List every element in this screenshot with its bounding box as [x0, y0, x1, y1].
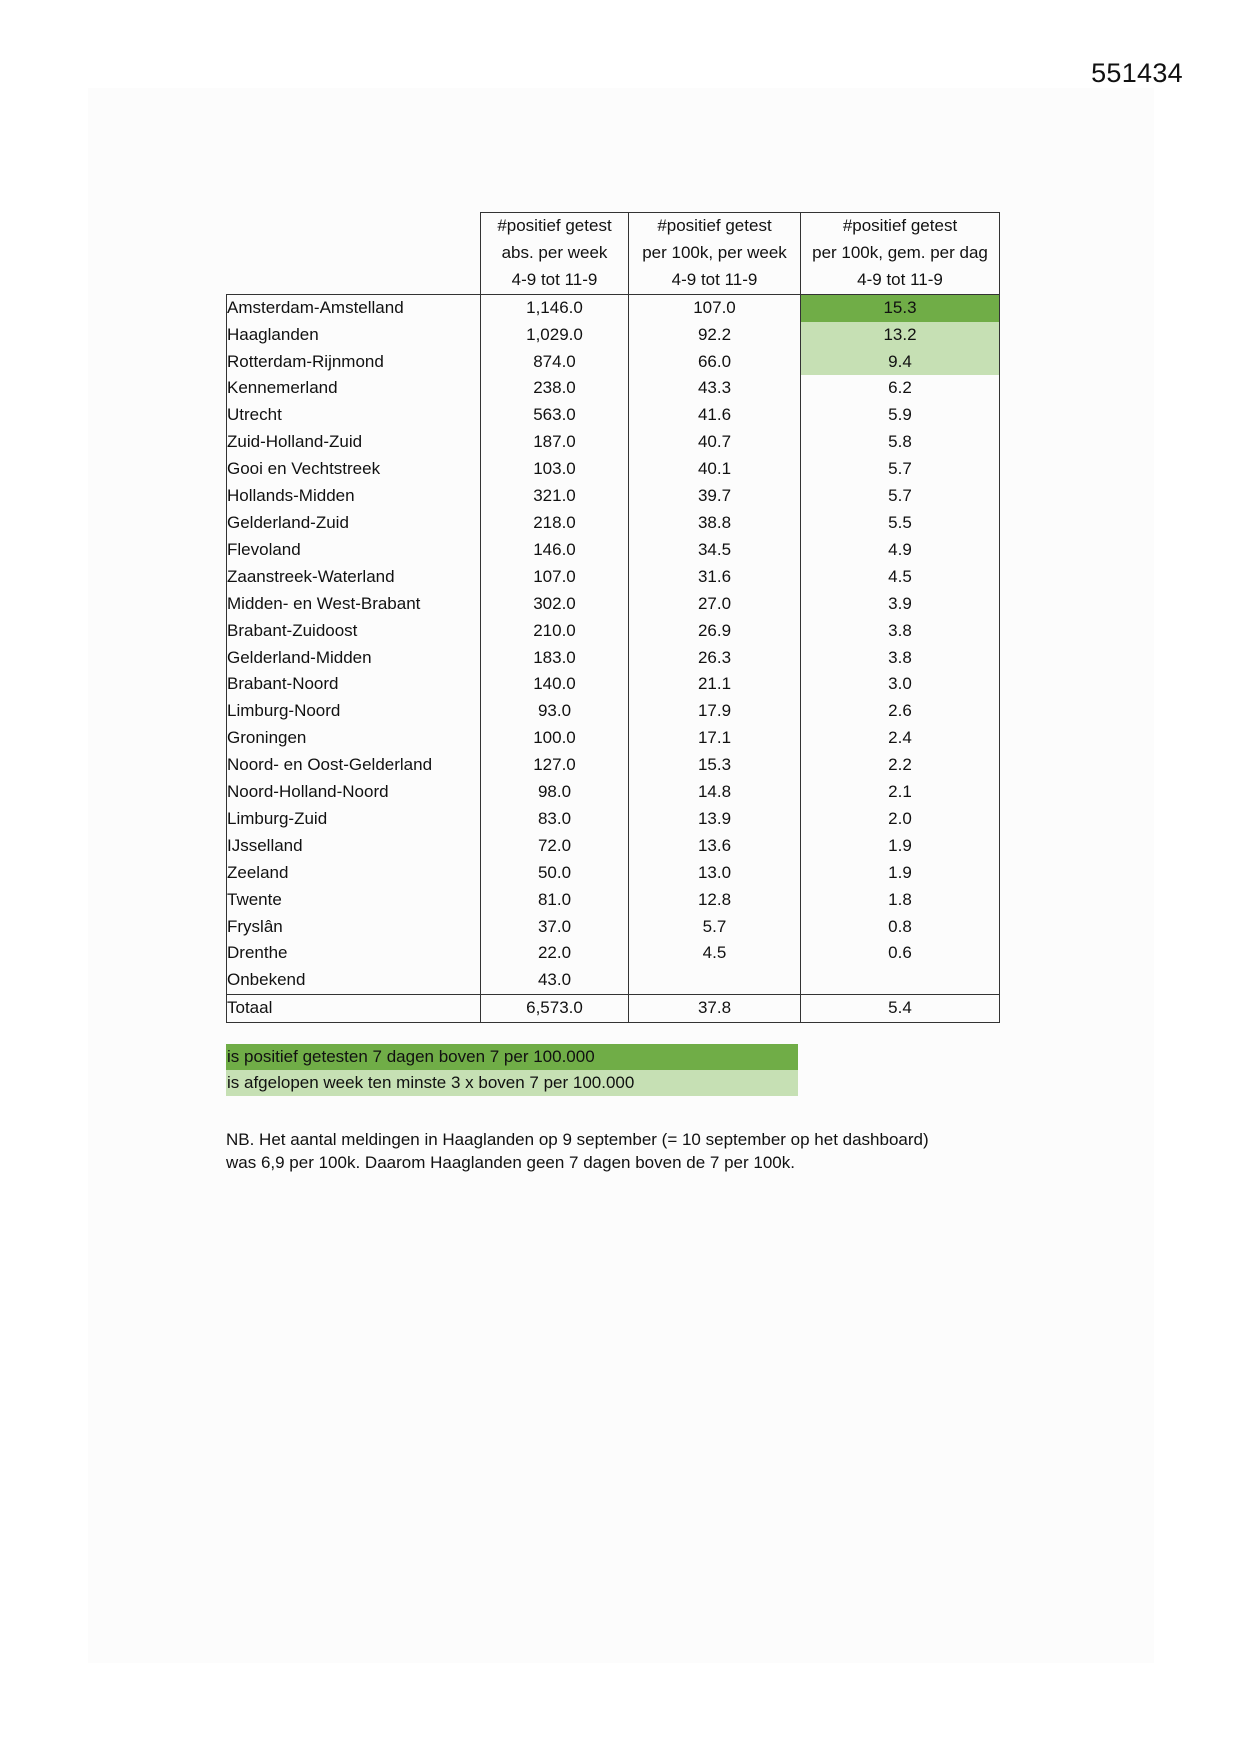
per100k-day-cell: 2.1 [801, 779, 1000, 806]
table-row [227, 645, 1000, 672]
table-row [227, 510, 1000, 537]
per100k-day-cell: 1.9 [801, 833, 1000, 860]
legend-light-green: is afgelopen week ten minste 3 x boven 7 per 100.000 [226, 1070, 798, 1096]
table-row [227, 698, 1000, 725]
abs-per-week-cell: 93.0 [481, 698, 629, 725]
region-cell: Rotterdam-Rijnmond [227, 349, 481, 376]
per100k-week-cell: 17.1 [629, 725, 801, 752]
abs-per-week-cell: 72.0 [481, 833, 629, 860]
per100k-day-cell [801, 967, 1000, 994]
abs-per-week-cell: 238.0 [481, 375, 629, 402]
per100k-week-cell: 13.9 [629, 806, 801, 833]
per100k-week-cell: 31.6 [629, 564, 801, 591]
per100k-week-cell: 13.6 [629, 833, 801, 860]
abs-per-week-cell: 1,146.0 [481, 294, 629, 321]
region-cell: Limburg-Zuid [227, 806, 481, 833]
abs-per-week-cell: 100.0 [481, 725, 629, 752]
total-abs: 6,573.0 [481, 995, 629, 1023]
table-row [227, 860, 1000, 887]
table-body [227, 294, 1000, 995]
table-row [227, 483, 1000, 510]
region-cell: Brabant-Noord [227, 671, 481, 698]
table-row [227, 591, 1000, 618]
document-id: 551434 [1091, 58, 1183, 88]
per100k-day-cell: 2.2 [801, 752, 1000, 779]
abs-per-week-cell: 127.0 [481, 752, 629, 779]
abs-per-week-cell: 302.0 [481, 591, 629, 618]
per100k-week-cell: 13.0 [629, 860, 801, 887]
region-cell: Gooi en Vechtstreek [227, 456, 481, 483]
abs-per-week-cell: 140.0 [481, 671, 629, 698]
per100k-week-cell [629, 967, 801, 994]
header-row-1 [227, 213, 1000, 240]
per100k-day-cell: 13.2 [801, 322, 1000, 349]
table-row [227, 537, 1000, 564]
abs-per-week-cell: 874.0 [481, 349, 629, 376]
per100k-day-cell: 9.4 [801, 349, 1000, 376]
table-row [227, 618, 1000, 645]
per100k-day-cell: 4.5 [801, 564, 1000, 591]
per100k-day-cell: 5.8 [801, 429, 1000, 456]
per100k-week-cell: 41.6 [629, 402, 801, 429]
region-cell: Zeeland [227, 860, 481, 887]
footnote-line-1: NB. Het aantal meldingen in Haaglanden op 9 september (= 10 september op het dashboard) [226, 1130, 929, 1149]
region-cell: Gelderland-Midden [227, 645, 481, 672]
per100k-day-cell: 2.4 [801, 725, 1000, 752]
per100k-week-cell: 40.7 [629, 429, 801, 456]
per100k-week-cell: 17.9 [629, 698, 801, 725]
per100k-day-cell: 5.7 [801, 456, 1000, 483]
legend [226, 1044, 798, 1096]
region-cell: Limburg-Noord [227, 698, 481, 725]
col-header-abs-line3: 4-9 tot 11-9 [481, 267, 629, 294]
total-per100k-week: 37.8 [629, 995, 801, 1023]
per100k-day-cell: 3.9 [801, 591, 1000, 618]
total-row [227, 995, 1000, 1023]
table-row [227, 294, 1000, 321]
abs-per-week-cell: 37.0 [481, 914, 629, 941]
total-per100k-day: 5.4 [801, 995, 1000, 1023]
region-cell: Haaglanden [227, 322, 481, 349]
per100k-day-cell: 0.6 [801, 940, 1000, 967]
col-header-abs-line2: abs. per week [481, 240, 629, 267]
table-row [227, 322, 1000, 349]
per100k-week-cell: 27.0 [629, 591, 801, 618]
per100k-week-cell: 66.0 [629, 349, 801, 376]
abs-per-week-cell: 103.0 [481, 456, 629, 483]
per100k-day-cell: 5.7 [801, 483, 1000, 510]
region-cell: Brabant-Zuidoost [227, 618, 481, 645]
region-cell: Noord- en Oost-Gelderland [227, 752, 481, 779]
abs-per-week-cell: 83.0 [481, 806, 629, 833]
region-cell: Hollands-Midden [227, 483, 481, 510]
col-header-day-line2: per 100k, gem. per dag [801, 240, 1000, 267]
table-row [227, 564, 1000, 591]
region-cell: IJsselland [227, 833, 481, 860]
positive-tests-table [226, 212, 1000, 1023]
region-cell: Kennemerland [227, 375, 481, 402]
region-cell: Gelderland-Zuid [227, 510, 481, 537]
abs-per-week-cell: 98.0 [481, 779, 629, 806]
col-header-abs-line1: #positief getest [481, 213, 629, 240]
per100k-week-cell: 38.8 [629, 510, 801, 537]
header-row-3 [227, 267, 1000, 294]
table-row [227, 456, 1000, 483]
per100k-day-cell: 0.8 [801, 914, 1000, 941]
footnote-line-2: was 6,9 per 100k. Daarom Haaglanden geen 7 dagen boven de 7 per 100k. [226, 1153, 795, 1172]
abs-per-week-cell: 43.0 [481, 967, 629, 994]
abs-per-week-cell: 146.0 [481, 537, 629, 564]
per100k-week-cell: 26.3 [629, 645, 801, 672]
table-row [227, 349, 1000, 376]
table-row [227, 725, 1000, 752]
per100k-day-cell: 2.0 [801, 806, 1000, 833]
region-cell: Noord-Holland-Noord [227, 779, 481, 806]
table-row [227, 671, 1000, 698]
region-cell: Onbekend [227, 967, 481, 994]
per100k-day-cell: 5.9 [801, 402, 1000, 429]
per100k-week-cell: 26.9 [629, 618, 801, 645]
region-cell: Midden- en West-Brabant [227, 591, 481, 618]
per100k-week-cell: 43.3 [629, 375, 801, 402]
per100k-week-cell: 4.5 [629, 940, 801, 967]
per100k-week-cell: 12.8 [629, 887, 801, 914]
region-cell: Groningen [227, 725, 481, 752]
table-row [227, 806, 1000, 833]
per100k-day-cell: 3.8 [801, 618, 1000, 645]
per100k-week-cell: 15.3 [629, 752, 801, 779]
abs-per-week-cell: 187.0 [481, 429, 629, 456]
col-header-day-line1: #positief getest [801, 213, 1000, 240]
table-row [227, 402, 1000, 429]
per100k-week-cell: 40.1 [629, 456, 801, 483]
per100k-week-cell: 39.7 [629, 483, 801, 510]
table-row [227, 914, 1000, 941]
per100k-week-cell: 34.5 [629, 537, 801, 564]
table-row [227, 833, 1000, 860]
col-header-day-line3: 4-9 tot 11-9 [801, 267, 1000, 294]
header-row-2 [227, 240, 1000, 267]
per100k-week-cell: 14.8 [629, 779, 801, 806]
per100k-day-cell: 6.2 [801, 375, 1000, 402]
per100k-day-cell: 5.5 [801, 510, 1000, 537]
abs-per-week-cell: 81.0 [481, 887, 629, 914]
abs-per-week-cell: 107.0 [481, 564, 629, 591]
region-cell: Zuid-Holland-Zuid [227, 429, 481, 456]
region-cell: Utrecht [227, 402, 481, 429]
footnote [226, 1128, 1046, 1174]
per100k-day-cell: 1.8 [801, 887, 1000, 914]
per100k-day-cell: 4.9 [801, 537, 1000, 564]
table-row [227, 967, 1000, 994]
per100k-day-cell: 3.0 [801, 671, 1000, 698]
table-row [227, 940, 1000, 967]
table-row [227, 779, 1000, 806]
per100k-day-cell: 1.9 [801, 860, 1000, 887]
per100k-day-cell: 15.3 [801, 294, 1000, 321]
abs-per-week-cell: 210.0 [481, 618, 629, 645]
per100k-day-cell: 2.6 [801, 698, 1000, 725]
total-label: Totaal [227, 995, 481, 1023]
region-cell: Drenthe [227, 940, 481, 967]
abs-per-week-cell: 218.0 [481, 510, 629, 537]
col-header-week-line2: per 100k, per week [629, 240, 801, 267]
abs-per-week-cell: 22.0 [481, 940, 629, 967]
abs-per-week-cell: 50.0 [481, 860, 629, 887]
region-cell: Amsterdam-Amstelland [227, 294, 481, 321]
table-row [227, 752, 1000, 779]
table-row [227, 375, 1000, 402]
table-row [227, 887, 1000, 914]
region-cell: Flevoland [227, 537, 481, 564]
region-cell: Twente [227, 887, 481, 914]
col-header-week-line3: 4-9 tot 11-9 [629, 267, 801, 294]
abs-per-week-cell: 183.0 [481, 645, 629, 672]
region-cell: Fryslân [227, 914, 481, 941]
abs-per-week-cell: 1,029.0 [481, 322, 629, 349]
legend-dark-green: is positief getesten 7 dagen boven 7 per 100.000 [226, 1044, 798, 1070]
abs-per-week-cell: 321.0 [481, 483, 629, 510]
region-cell: Zaanstreek-Waterland [227, 564, 481, 591]
table-row [227, 429, 1000, 456]
abs-per-week-cell: 563.0 [481, 402, 629, 429]
col-header-week-line1: #positief getest [629, 213, 801, 240]
per100k-week-cell: 107.0 [629, 294, 801, 321]
per100k-week-cell: 21.1 [629, 671, 801, 698]
per100k-week-cell: 5.7 [629, 914, 801, 941]
per100k-week-cell: 92.2 [629, 322, 801, 349]
per100k-day-cell: 3.8 [801, 645, 1000, 672]
